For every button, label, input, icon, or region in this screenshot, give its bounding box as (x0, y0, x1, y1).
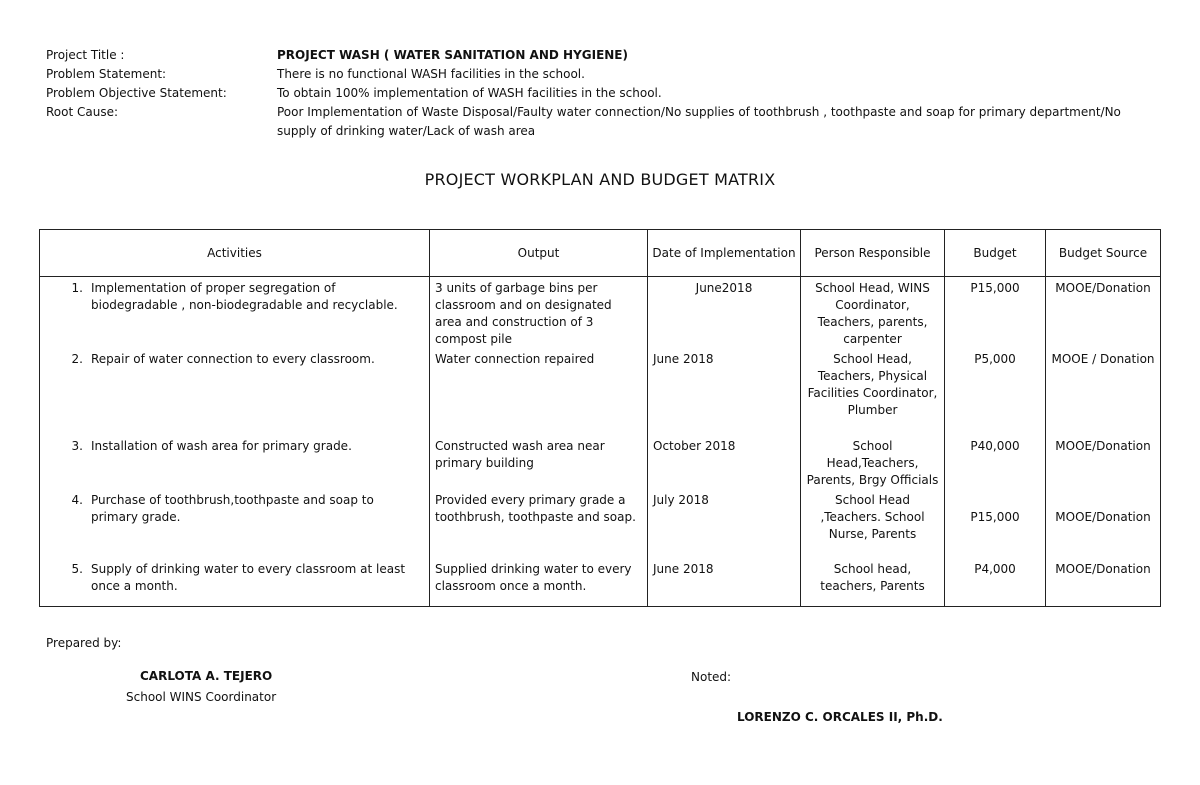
column-header-budget: Budget (945, 230, 1046, 277)
table-row (40, 435, 1161, 489)
noted-label: Noted: (691, 670, 732, 684)
activity-text: Installation of wash area for primary grade. (91, 439, 352, 453)
activity-cell (40, 435, 430, 489)
budget-cell: P4,000 (945, 558, 1046, 606)
source-cell: MOOE/Donation (1046, 558, 1161, 606)
problem-statement-row (46, 65, 1156, 84)
activity-number: 4. (71, 493, 83, 507)
activity-cell (40, 489, 430, 558)
project-title-label: Project Title : (46, 48, 125, 62)
source-cell: MOOE/Donation (1046, 489, 1161, 558)
output-cell: Water connection repaired (430, 348, 648, 435)
source-cell: MOOE / Donation (1046, 348, 1161, 435)
budget-cell: P40,000 (945, 435, 1046, 489)
problem-statement-value: There is no functional WASH facilities in the school. (277, 67, 585, 81)
activity-text: Purchase of toothbrush,toothpaste and soap to primary grade. (91, 493, 374, 524)
table-row (40, 558, 1161, 606)
page-title: PROJECT WORKPLAN AND BUDGET MATRIX (424, 170, 776, 189)
preparer-title: School WINS Coordinator (126, 690, 277, 704)
budget-cell: P15,000 (945, 277, 1046, 349)
activity-text: Supply of drinking water to every classroom at least once a month. (91, 562, 406, 593)
activity-text: Repair of water connection to every classroom. (91, 352, 375, 366)
output-cell: Provided every primary grade a toothbrush, toothpaste and soap. (430, 489, 648, 558)
problem-statement-label: Problem Statement: (46, 67, 167, 81)
objective-statement-value: To obtain 100% implementation of WASH facilities in the school. (277, 86, 662, 100)
person-cell: School Head, WINS Coordinator, Teachers, parents, carpenter (801, 277, 945, 349)
source-cell: MOOE/Donation (1046, 277, 1161, 349)
activity-cell (40, 558, 430, 606)
column-header-date: Date of Implementation (648, 230, 801, 277)
column-header-output: Output (430, 230, 648, 277)
activity-number: 2. (71, 352, 83, 366)
activity-cell (40, 348, 430, 435)
activity-number: 1. (71, 281, 83, 295)
objective-statement-label: Problem Objective Statement: (46, 86, 227, 100)
preparer-name: CARLOTA A. TEJERO (140, 669, 273, 683)
project-info (46, 46, 1156, 141)
person-cell: School Head, Teachers, Physical Facilities Coordinator, Plumber (801, 348, 945, 435)
column-header-activities: Activities (40, 230, 430, 277)
date-cell: July 2018 (648, 489, 801, 558)
person-cell: School Head,Teachers, Parents, Brgy Officials (801, 435, 945, 489)
source-cell: MOOE/Donation (1046, 435, 1161, 489)
workplan-budget-table (39, 229, 1161, 607)
table-row (40, 489, 1161, 558)
prepared-by-label: Prepared by: (46, 636, 122, 650)
noter-name: LORENZO C. ORCALES II, Ph.D. (737, 710, 943, 724)
project-title-row (46, 46, 1156, 65)
table-row (40, 348, 1161, 435)
date-cell: June 2018 (648, 348, 801, 435)
date-cell: June2018 (648, 277, 801, 349)
table-header-row (40, 230, 1161, 277)
root-cause-value: Poor Implementation of Waste Disposal/Faulty water connection/No supplies of toothbrush , toothpaste and soap for primary department/No supply of drinking water/Lack of wash area (277, 105, 1121, 138)
activity-cell (40, 277, 430, 349)
output-cell: 3 units of garbage bins per classroom and on designated area and construction of 3 compost pile (430, 277, 648, 349)
budget-cell: P5,000 (945, 348, 1046, 435)
root-cause-label: Root Cause: (46, 105, 119, 119)
table-row (40, 277, 1161, 349)
column-header-person: Person Responsible (801, 230, 945, 277)
date-cell: June 2018 (648, 558, 801, 606)
person-cell: School Head ,Teachers. School Nurse, Parents (801, 489, 945, 558)
project-title-value: PROJECT WASH ( WATER SANITATION AND HYGIENE) (277, 48, 628, 62)
budget-cell: P15,000 (945, 489, 1046, 558)
root-cause-row (46, 103, 1156, 141)
output-cell: Supplied drinking water to every classroom once a month. (430, 558, 648, 606)
output-cell: Constructed wash area near primary building (430, 435, 648, 489)
date-cell: October 2018 (648, 435, 801, 489)
activity-text: Implementation of proper segregation of biodegradable , non-biodegradable and recyclable. (91, 281, 398, 312)
activity-number: 3. (71, 439, 83, 453)
objective-statement-row (46, 84, 1156, 103)
column-header-source: Budget Source (1046, 230, 1161, 277)
person-cell: School head, teachers, Parents (801, 558, 945, 606)
activity-number: 5. (71, 562, 83, 576)
